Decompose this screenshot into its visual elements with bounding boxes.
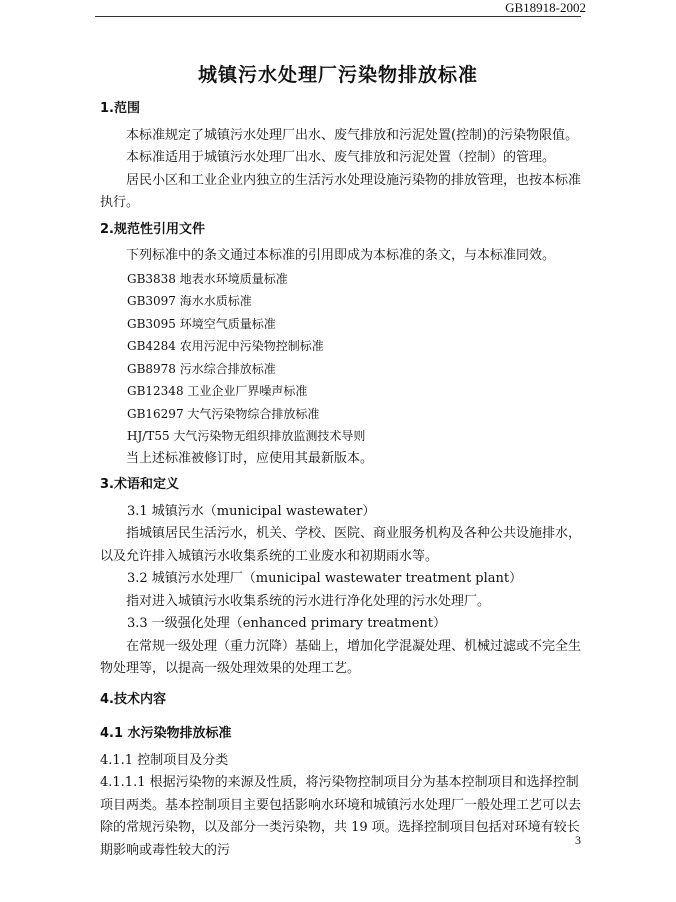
- section-heading-refs: 2.规范性引用文件: [100, 221, 205, 237]
- refs-outro: 当上述标准被修订时，应使用其最新版本。: [126, 450, 374, 466]
- ref-item: GB3097 海水水质标准: [127, 294, 252, 308]
- document-body: [100, 98, 585, 862]
- page-number: 3: [575, 833, 581, 847]
- document-title: 城镇污水处理厂污染物排放标准: [197, 64, 478, 86]
- term-label-1: 3.1 城镇污水（municipal wastewater）: [127, 503, 376, 519]
- ref-item: GB16297 大气污染物综合排放标准: [127, 406, 320, 421]
- section-heading-terms: 3.术语和定义: [100, 477, 179, 492]
- scope-para-2: 本标准适用于城镇污水处理厂出水、废气排放和污泥处置（控制）的管理。: [126, 150, 556, 165]
- ref-item: GB8978 污水综合排放标准: [127, 361, 276, 376]
- scope-para-1: 本标准规定了城镇污水处理厂出水、废气排放和污泥处置(控制)的污染物限值。: [126, 127, 579, 143]
- clause-4-1-1-1: 4.1.1.1 根据污染物的来源及性质，将污染物控制项目分为基本控制项目和选择控制项目两类。基本控制项目主要包括影响水环境和城镇污水处理厂一般处理工艺可以去除的常规污染物，以及部分一类污染物，共 19 项。选择控制项目包括对环境有较长期影响或毒性较大的污: [100, 775, 582, 858]
- ref-item: GB3838 地表水环境质量标准: [127, 271, 288, 286]
- standard-number: GB18918-2002: [505, 0, 586, 15]
- term-def-1: 指城镇居民生活污水，机关、学校、医院、商业服务机构及各种公共设施排水，以及允许排入城镇污水收集系统的工业废水和初期雨水等。: [100, 526, 582, 564]
- ref-item: GB12348 工业企业厂界噪声标准: [127, 384, 308, 398]
- section-heading-scope: 1.范围: [100, 101, 140, 116]
- refs-intro: 下列标准中的条文通过本标准的引用即成为本标准的条文，与本标准同效。: [126, 248, 556, 263]
- term-label-3: 3.3 一级强化处理（enhanced primary treatment）: [127, 616, 446, 631]
- term-def-3: 在常规一级处理（重力沉降）基础上，增加化学混凝处理、机械过滤或不完全生物处理等，以提高一级处理效果的处理工艺。: [100, 638, 582, 676]
- subsection-heading-4-1: 4.1 水污染物排放标准: [100, 726, 232, 741]
- section-heading-tech: 4.技术内容: [100, 691, 166, 707]
- ref-item: GB3095 环境空气质量标准: [127, 316, 276, 331]
- header-rule: [95, 16, 581, 17]
- term-label-2: 3.2 城镇污水处理厂（municipal wastewater treatment plant）: [127, 571, 523, 586]
- term-def-2: 指对进入城镇污水收集系统的污水进行净化处理的污水处理厂。: [126, 593, 491, 609]
- scope-para-3: 居民小区和工业企业内独立的生活污水处理设施污染物的排放管理，也按本标准执行。: [100, 172, 582, 210]
- ref-item: GB4284 农用污泥中污染物控制标准: [127, 339, 324, 353]
- clause-4-1-1: 4.1.1 控制项目及分类: [100, 752, 229, 768]
- ref-item: HJ/T55 大气污染物无组织排放监测技术导则: [127, 429, 366, 443]
